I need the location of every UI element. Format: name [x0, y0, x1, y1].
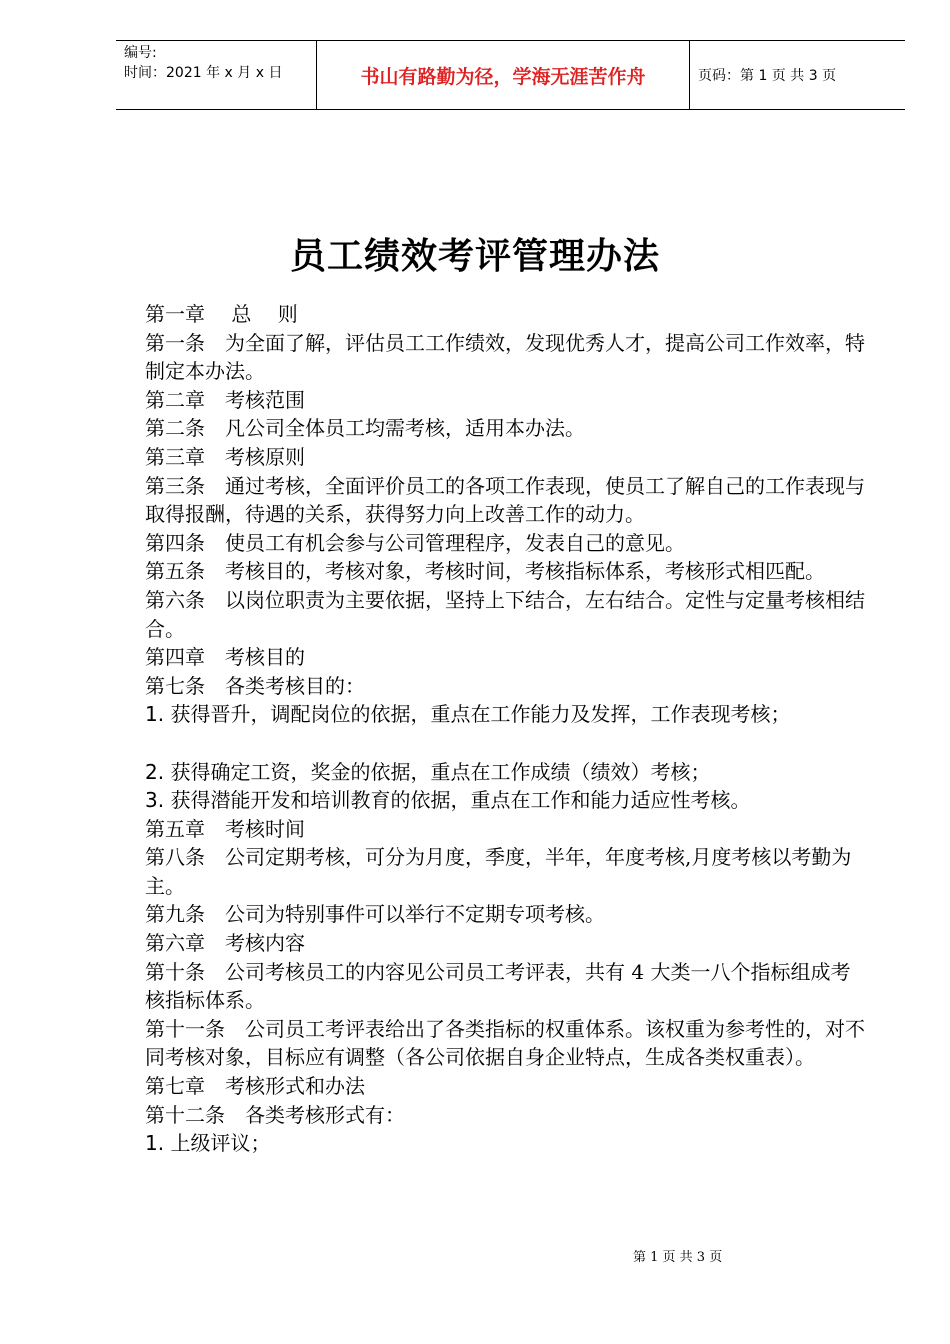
- paragraph: 第七条 各类考核目的：: [145, 673, 365, 698]
- number-label: 编号:: [124, 45, 157, 61]
- paragraph: 第三章 考核原则: [145, 444, 305, 469]
- paragraph: 第二章 考核范围: [145, 387, 305, 412]
- document-title: 员工绩效考评管理办法: [289, 235, 660, 277]
- paragraph: 第五章 考核时间: [145, 816, 305, 841]
- paragraph: 第十条 公司考核员工的内容见公司员工考评表，共有 4 大类一八个指标组成考核指标体系。: [145, 959, 851, 1013]
- page-footer: 第 1 页 共 3 页: [633, 1250, 723, 1265]
- paragraph: 2. 获得确定工资，奖金的依据，重点在工作成绩（绩效）考核；: [145, 759, 711, 784]
- paragraph: 第十二条 各类考核形式有：: [145, 1102, 405, 1127]
- paragraph: 第十一条 公司员工考评表给出了各类指标的权重体系。该权重为参考性的，对不同考核对象，目标应有调整（各公司依据自身企业特点，生成各类权重表）。: [145, 1016, 865, 1070]
- paragraph: 第六章 考核内容: [145, 931, 305, 956]
- paragraph: 第四条 使员工有机会参与公司管理程序，发表自己的意见。: [145, 530, 685, 555]
- paragraph: 第二条 凡公司全体员工均需考核，适用本办法。: [145, 416, 585, 441]
- paragraph: 第五条 考核目的，考核对象，考核时间，考核指标体系，考核形式相匹配。: [145, 559, 825, 584]
- document-header: [116, 40, 905, 110]
- header-meta: [116, 41, 316, 109]
- paragraph: 第三条 通过考核，全面评价员工的各项工作表现，使员工了解自己的工作表现与取得报酬，待遇的关系，获得努力向上改善工作的动力。: [145, 473, 865, 527]
- motto: 书山有路勤为径，学海无涯苦作舟: [316, 41, 690, 109]
- paragraph: 第一章 总 则: [145, 302, 298, 326]
- paragraph: [145, 729, 867, 758]
- document-body: [145, 300, 867, 1158]
- paragraph: 第七章 考核形式和办法: [145, 1074, 365, 1099]
- paragraph: 1. 获得晋升，调配岗位的依据，重点在工作能力及发挥，工作表现考核；: [145, 702, 791, 727]
- time-label: 时间：2021 年 x 月 x 日: [124, 65, 283, 81]
- paragraph: 1. 上级评议；: [145, 1131, 271, 1156]
- paragraph: 第六条 以岗位职责为主要依据，坚持上下结合，左右结合。定性与定量考核相结合。: [145, 587, 865, 641]
- paragraph: 第四章 考核目的: [145, 645, 305, 670]
- paragraph: 第八条 公司定期考核，可分为月度，季度，半年，年度考核,月度考核以考勤为主。: [145, 845, 852, 898]
- paragraph: 第一条 为全面了解，评估员工工作绩效，发现优秀人才，提高公司工作效率，特制定本办法。: [145, 330, 865, 384]
- paragraph: 第九条 公司为特别事件可以举行不定期专项考核。: [145, 902, 605, 927]
- paragraph: 3. 获得潜能开发和培训教育的依据，重点在工作和能力适应性考核。: [145, 788, 751, 813]
- header-page-info: 页码：第 1 页 共 3 页: [698, 68, 837, 84]
